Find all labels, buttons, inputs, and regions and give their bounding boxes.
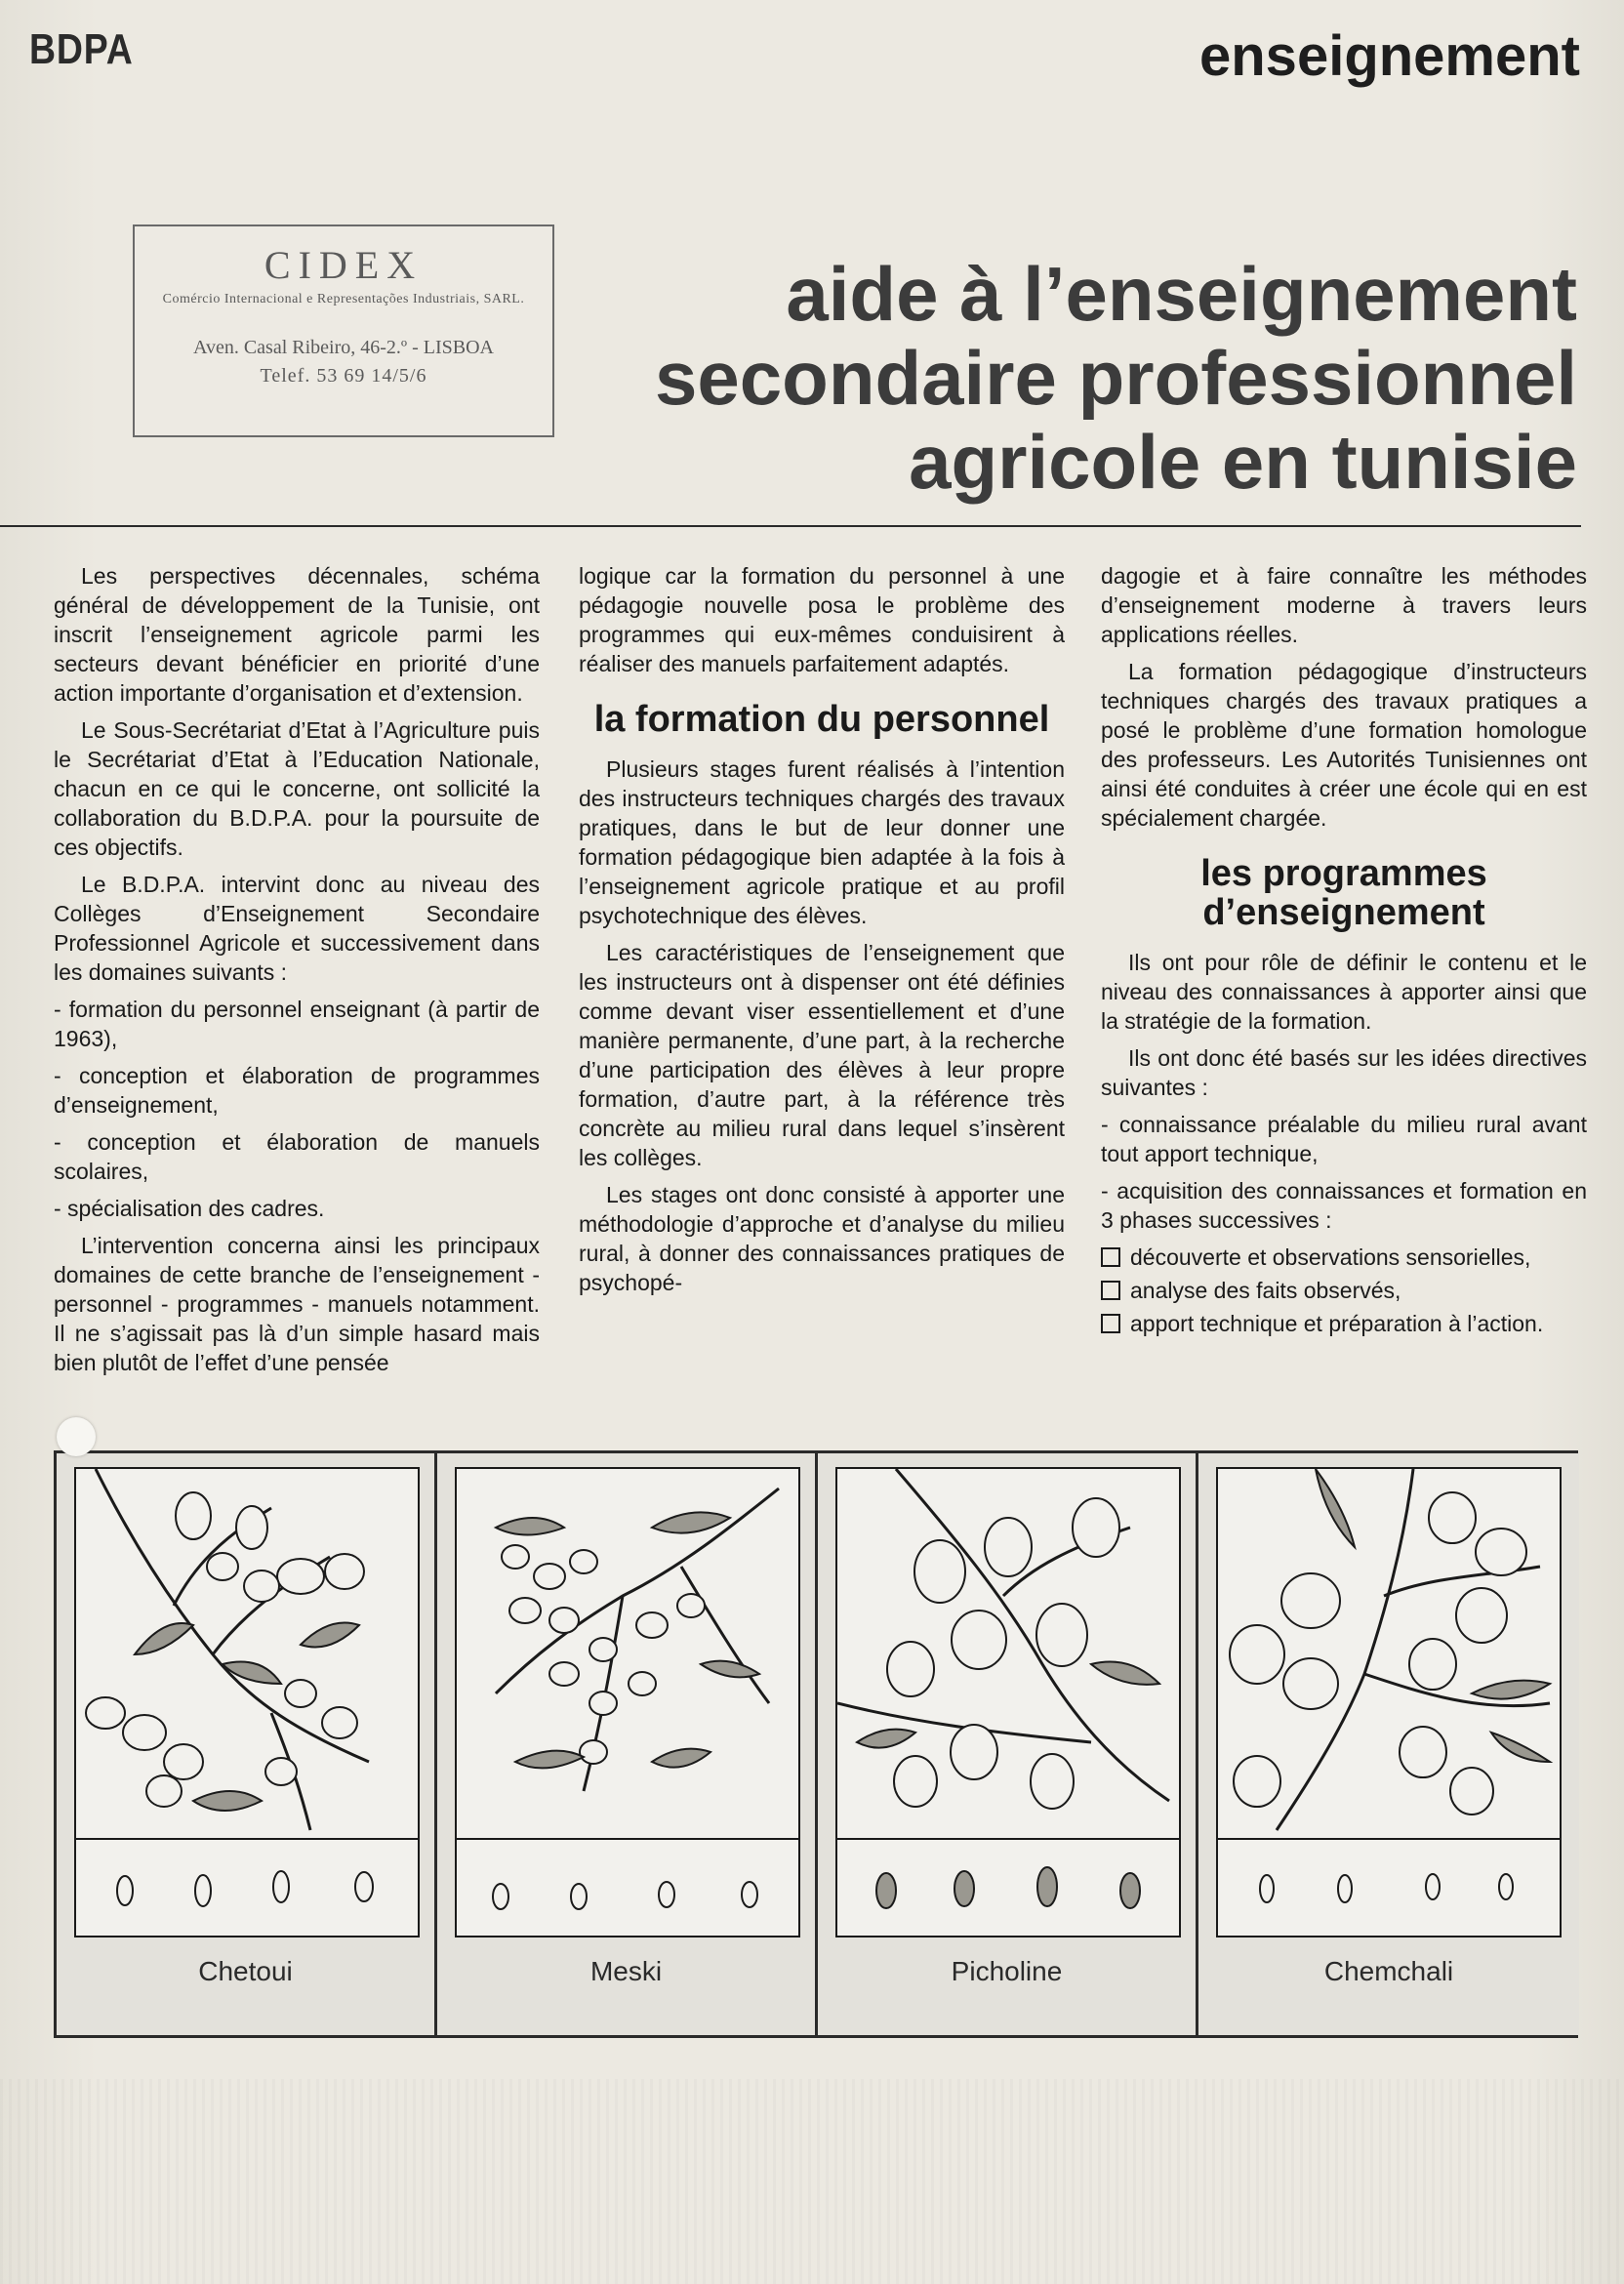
olive-panel-chetoui [57, 1453, 437, 2035]
checklist-item [1101, 1243, 1587, 1272]
olive-branch-illustration [455, 1467, 800, 1840]
stamp-name: CIDEX [264, 243, 424, 287]
page-bottom-texture [0, 2079, 1624, 2284]
stamp-phone: Telef. 53 69 14/5/6 [260, 365, 427, 387]
olive-varieties-figure [54, 1450, 1578, 2038]
olive-branch-icon [76, 1469, 418, 1838]
paragraph: L’intervention concerna ainsi les principaux domaines de cette branche de l’enseignement - personnel - programmes - manuels notamment. Il ne s’agissait pas là d’un simple hasard mais bien plutôt de l’effet d’une pensée [54, 1233, 540, 1375]
checklist-label: découverte et observations sensorielles, [1130, 1244, 1531, 1270]
text-column-3 [1101, 561, 1587, 1342]
checkbox-icon [1101, 1314, 1120, 1333]
list-item: - conception et élaboration de manuels scolaires, [54, 1129, 540, 1184]
variety-label: Chemchali [1323, 1956, 1454, 1986]
header-rule [0, 525, 1581, 527]
cidex-stamp [133, 224, 554, 437]
paragraph: Les stages ont donc consisté à apporter une méthodologie d’approche et d’analyse du milieu rural, à donner des connaissances pratiques de psychopé- [579, 1182, 1065, 1295]
olive-stones-row [1216, 1840, 1562, 1937]
headline-line-3: agricole en tunisie [909, 419, 1577, 505]
text-column-1 [54, 561, 540, 1385]
olive-stones-row [835, 1840, 1181, 1937]
variety-label: Chetoui [198, 1956, 293, 1986]
olive-branch-illustration [1216, 1467, 1562, 1840]
article-headline [655, 252, 1577, 504]
checklist-item [1101, 1309, 1587, 1338]
olive-panel-meski [437, 1453, 818, 2035]
paragraph: Ils ont donc été basés sur les idées directives suivantes : [1101, 1045, 1587, 1100]
paragraph: Ils ont pour rôle de définir le contenu et le niveau des connaissances à apporter ainsi que la stratégie de la formation. [1101, 950, 1587, 1034]
paragraph: Les caractéristiques de l’enseignement que les instructeurs ont à dispenser ont été définies comme devant viser essentiellement et d’une manière permanente, d’une part, à la recherche d’une participation des élèves à leur propre formation, d’autre part, à la référence très concrète au milieu rural dans lequel s’insèrent les collèges. [579, 940, 1065, 1170]
text-column-2 [579, 561, 1065, 1305]
olive-stones-icon [76, 1840, 418, 1934]
paragraph: Le B.D.P.A. intervint donc au niveau des Collèges d’Enseignement Secondaire Professionnel Agricole et successivement dans les domaines suivants : [54, 872, 540, 985]
olive-stones-row [455, 1840, 800, 1937]
variety-label: Meski [589, 1956, 663, 1986]
paragraph: Le Sous-Secrétariat d’Etat à l’Agriculture puis le Secrétariat d’Etat à l’Education Nationale, chacun en ce qui le concerne, ont sollicité la collaboration du B.D.P.A. pour la poursuite de ces objectifs. [54, 717, 540, 860]
headline-line-1: aide à l’enseignement [786, 251, 1577, 337]
olive-panel-chemchali [1198, 1453, 1579, 2035]
list-item: - conception et élaboration de programmes d’enseignement, [54, 1063, 540, 1118]
list-item: - spécialisation des cadres. [54, 1196, 325, 1221]
olive-branch-icon [1218, 1469, 1560, 1838]
paragraph: La formation pédagogique d’instructeurs techniques chargés des travaux pratiques a posé le problème d’une formation homologue des professeurs. Les Autorités Tunisiennes ont ainsi été conduites à créer une école qui en est spécialement chargée. [1101, 659, 1587, 831]
section-heading: les programmes d’enseignement [1200, 853, 1487, 933]
variety-label: Picholine [951, 1956, 1063, 1986]
checkbox-icon [1101, 1247, 1120, 1267]
stamp-address: Aven. Casal Ribeiro, 46-2.º - LISBOA [192, 337, 494, 358]
olive-branch-icon [837, 1469, 1179, 1838]
stamp-company: Comércio Internacional e Representações Industriais, SARL. [162, 292, 525, 306]
olive-branch-illustration [74, 1467, 420, 1840]
paragraph: logique car la formation du personnel à une pédagogie nouvelle posa le problème des programmes qui eux-mêmes conduisirent à réaliser des manuels parfaitement adaptés. [579, 563, 1065, 676]
olive-stones-icon [1218, 1840, 1560, 1934]
olive-panel-picholine [818, 1453, 1198, 2035]
paragraph: Les perspectives décennales, schéma général de développement de la Tunisie, ont inscrit l’enseignement agricole parmi les secteurs devant bénéficier en priorité d’une action importante d’organisation et d’extension. [54, 563, 540, 706]
list-item: - connaissance préalable du milieu rural avant tout apport technique, [1101, 1112, 1587, 1166]
olive-stones-row [74, 1840, 420, 1937]
olive-branch-illustration [835, 1467, 1181, 1840]
punch-hole [57, 1417, 96, 1456]
list-item: - formation du personnel enseignant (à partir de 1963), [54, 997, 540, 1051]
checkbox-icon [1101, 1281, 1120, 1300]
section-heading: la formation du personnel [593, 699, 1050, 740]
paragraph: Plusieurs stages furent réalisés à l’intention des instructeurs techniques chargés des travaux pratiques, dans le but de leur donner une formation pédagogique bien adaptée à la fois à l’enseignement agricole pratique et au profil psychotechnique des élèves. [579, 756, 1065, 928]
checklist-label: analyse des faits observés, [1130, 1278, 1401, 1303]
headline-line-2: secondaire professionnel [655, 335, 1577, 421]
paragraph: dagogie et à faire connaître les méthodes d’enseignement moderne à travers leurs applications réelles. [1101, 563, 1587, 647]
olive-stones-icon [457, 1840, 798, 1934]
checklist-item [1101, 1276, 1587, 1305]
checklist-label: apport technique et préparation à l’action. [1130, 1311, 1544, 1336]
olive-stones-icon [837, 1840, 1179, 1934]
section-label: enseignement [1199, 24, 1580, 88]
olive-branch-icon [457, 1469, 798, 1838]
brand-logo: BDPA [29, 25, 134, 73]
list-item: - acquisition des connaissances et formation en 3 phases successives : [1101, 1178, 1587, 1233]
